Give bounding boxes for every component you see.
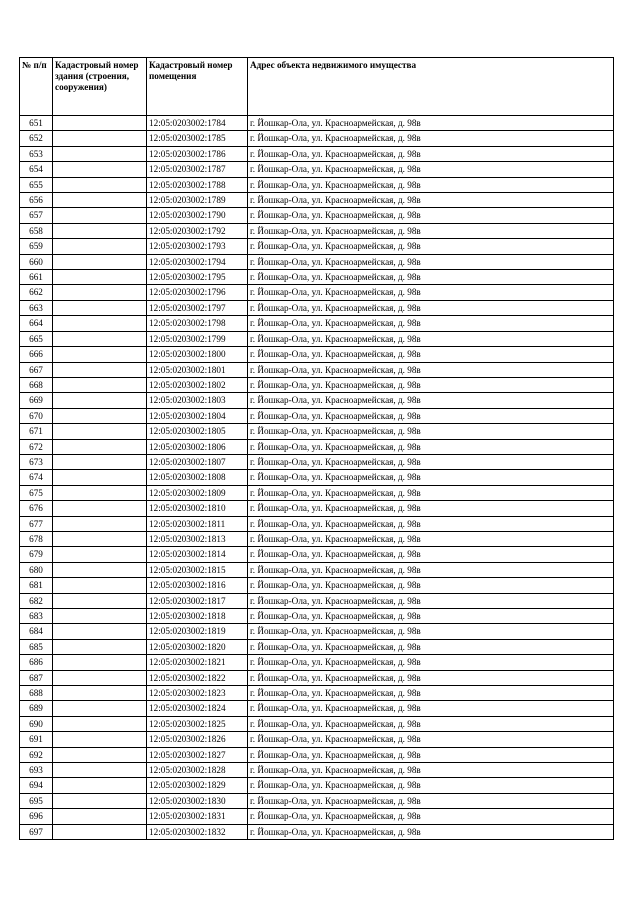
building-cadastral-cell	[53, 578, 147, 593]
address-cell: г. Йошкар-Ола, ул. Красноармейская, д. 98в	[248, 531, 614, 546]
row-number-cell: 665	[20, 331, 53, 346]
table-row	[20, 285, 614, 300]
address-cell: г. Йошкар-Ола, ул. Красноармейская, д. 98в	[248, 793, 614, 808]
premises-cadastral-cell: 12:05:0203002:1784	[147, 116, 248, 131]
building-cadastral-cell	[53, 485, 147, 500]
building-cadastral-cell	[53, 639, 147, 654]
address-cell: г. Йошкар-Ола, ул. Красноармейская, д. 98в	[248, 300, 614, 315]
building-cadastral-cell	[53, 300, 147, 315]
address-cell: г. Йошкар-Ола, ул. Красноармейская, д. 98в	[248, 470, 614, 485]
building-cadastral-cell	[53, 547, 147, 562]
building-cadastral-cell	[53, 254, 147, 269]
address-cell: г. Йошкар-Ола, ул. Красноармейская, д. 98в	[248, 809, 614, 824]
address-cell: г. Йошкар-Ола, ул. Красноармейская, д. 98в	[248, 501, 614, 516]
table-row	[20, 116, 614, 131]
building-cadastral-cell	[53, 162, 147, 177]
table-row	[20, 393, 614, 408]
row-number-cell: 651	[20, 116, 53, 131]
building-cadastral-cell	[53, 809, 147, 824]
table-row	[20, 609, 614, 624]
row-number-cell: 691	[20, 732, 53, 747]
building-cadastral-cell	[53, 377, 147, 392]
table-row	[20, 300, 614, 315]
table-row	[20, 362, 614, 377]
row-number-cell: 676	[20, 501, 53, 516]
premises-cadastral-cell: 12:05:0203002:1801	[147, 362, 248, 377]
table-row	[20, 516, 614, 531]
address-cell: г. Йошкар-Ола, ул. Красноармейская, д. 98в	[248, 639, 614, 654]
table-row	[20, 162, 614, 177]
building-cadastral-cell	[53, 470, 147, 485]
building-cadastral-cell	[53, 223, 147, 238]
premises-cadastral-cell: 12:05:0203002:1802	[147, 377, 248, 392]
address-cell: г. Йошкар-Ола, ул. Красноармейская, д. 98в	[248, 316, 614, 331]
address-cell: г. Йошкар-Ола, ул. Красноармейская, д. 98в	[248, 439, 614, 454]
address-cell: г. Йошкар-Ола, ул. Красноармейская, д. 98в	[248, 701, 614, 716]
row-number-cell: 693	[20, 763, 53, 778]
row-number-cell: 695	[20, 793, 53, 808]
row-number-cell: 670	[20, 408, 53, 423]
address-cell: г. Йошкар-Ола, ул. Красноармейская, д. 98в	[248, 208, 614, 223]
premises-cadastral-cell: 12:05:0203002:1789	[147, 193, 248, 208]
row-number-cell: 672	[20, 439, 53, 454]
address-cell: г. Йошкар-Ола, ул. Красноармейская, д. 98в	[248, 624, 614, 639]
table-row	[20, 824, 614, 839]
building-cadastral-cell	[53, 655, 147, 670]
premises-cadastral-cell: 12:05:0203002:1806	[147, 439, 248, 454]
premises-cadastral-cell: 12:05:0203002:1831	[147, 809, 248, 824]
row-number-cell: 659	[20, 239, 53, 254]
premises-cadastral-cell: 12:05:0203002:1817	[147, 593, 248, 608]
header-premises-cadastral-number: Кадастровый номер помещения	[147, 58, 248, 116]
row-number-cell: 667	[20, 362, 53, 377]
table-row	[20, 193, 614, 208]
table-row	[20, 778, 614, 793]
row-number-cell: 666	[20, 347, 53, 362]
premises-cadastral-cell: 12:05:0203002:1800	[147, 347, 248, 362]
premises-cadastral-cell: 12:05:0203002:1830	[147, 793, 248, 808]
row-number-cell: 684	[20, 624, 53, 639]
premises-cadastral-cell: 12:05:0203002:1798	[147, 316, 248, 331]
building-cadastral-cell	[53, 239, 147, 254]
header-address: Адрес объекта недвижимого имущества	[248, 58, 614, 116]
row-number-cell: 697	[20, 824, 53, 839]
row-number-cell: 688	[20, 686, 53, 701]
table-row	[20, 223, 614, 238]
premises-cadastral-cell: 12:05:0203002:1822	[147, 670, 248, 685]
table-row	[20, 485, 614, 500]
building-cadastral-cell	[53, 824, 147, 839]
table-row	[20, 316, 614, 331]
premises-cadastral-cell: 12:05:0203002:1825	[147, 716, 248, 731]
building-cadastral-cell	[53, 732, 147, 747]
table-row	[20, 562, 614, 577]
table-row	[20, 701, 614, 716]
row-number-cell: 653	[20, 146, 53, 161]
premises-cadastral-cell: 12:05:0203002:1811	[147, 516, 248, 531]
table-row	[20, 793, 614, 808]
row-number-cell: 696	[20, 809, 53, 824]
building-cadastral-cell	[53, 285, 147, 300]
header-building-cadastral-number: Кадастровый номер здания (строения, сооружения)	[53, 58, 147, 116]
table-row	[20, 177, 614, 192]
row-number-cell: 675	[20, 485, 53, 500]
building-cadastral-cell	[53, 208, 147, 223]
address-cell: г. Йошкар-Ола, ул. Красноармейская, д. 98в	[248, 778, 614, 793]
premises-cadastral-cell: 12:05:0203002:1826	[147, 732, 248, 747]
building-cadastral-cell	[53, 531, 147, 546]
building-cadastral-cell	[53, 393, 147, 408]
address-cell: г. Йошкар-Ола, ул. Красноармейская, д. 98в	[248, 177, 614, 192]
premises-cadastral-cell: 12:05:0203002:1785	[147, 131, 248, 146]
address-cell: г. Йошкар-Ола, ул. Красноармейская, д. 98в	[248, 686, 614, 701]
table-row	[20, 408, 614, 423]
header-row-number: № п/п	[20, 58, 53, 116]
row-number-cell: 681	[20, 578, 53, 593]
table-row	[20, 716, 614, 731]
table-row	[20, 470, 614, 485]
row-number-cell: 678	[20, 531, 53, 546]
row-number-cell: 692	[20, 747, 53, 762]
address-cell: г. Йошкар-Ола, ул. Красноармейская, д. 98в	[248, 516, 614, 531]
premises-cadastral-cell: 12:05:0203002:1804	[147, 408, 248, 423]
row-number-cell: 679	[20, 547, 53, 562]
premises-cadastral-cell: 12:05:0203002:1786	[147, 146, 248, 161]
row-number-cell: 662	[20, 285, 53, 300]
table-row	[20, 593, 614, 608]
table-row	[20, 331, 614, 346]
premises-cadastral-cell: 12:05:0203002:1790	[147, 208, 248, 223]
table-header	[20, 58, 614, 116]
table-row	[20, 531, 614, 546]
premises-cadastral-cell: 12:05:0203002:1805	[147, 424, 248, 439]
premises-cadastral-cell: 12:05:0203002:1821	[147, 655, 248, 670]
address-cell: г. Йошкар-Ола, ул. Красноармейская, д. 98в	[248, 162, 614, 177]
premises-cadastral-cell: 12:05:0203002:1787	[147, 162, 248, 177]
row-number-cell: 680	[20, 562, 53, 577]
address-cell: г. Йошкар-Ола, ул. Красноармейская, д. 98в	[248, 223, 614, 238]
premises-cadastral-cell: 12:05:0203002:1809	[147, 485, 248, 500]
table-body	[20, 116, 614, 840]
table-row	[20, 686, 614, 701]
premises-cadastral-cell: 12:05:0203002:1794	[147, 254, 248, 269]
premises-cadastral-cell: 12:05:0203002:1799	[147, 331, 248, 346]
table-row	[20, 208, 614, 223]
table-row	[20, 501, 614, 516]
row-number-cell: 655	[20, 177, 53, 192]
address-cell: г. Йошкар-Ола, ул. Красноармейская, д. 98в	[248, 254, 614, 269]
address-cell: г. Йошкар-Ола, ул. Красноармейская, д. 98в	[248, 593, 614, 608]
address-cell: г. Йошкар-Ола, ул. Красноармейская, д. 98в	[248, 454, 614, 469]
building-cadastral-cell	[53, 454, 147, 469]
row-number-cell: 663	[20, 300, 53, 315]
premises-cadastral-cell: 12:05:0203002:1829	[147, 778, 248, 793]
table-row	[20, 146, 614, 161]
row-number-cell: 657	[20, 208, 53, 223]
table-row	[20, 639, 614, 654]
building-cadastral-cell	[53, 516, 147, 531]
table-row	[20, 377, 614, 392]
address-cell: г. Йошкар-Ола, ул. Красноармейская, д. 98в	[248, 347, 614, 362]
address-cell: г. Йошкар-Ола, ул. Красноармейская, д. 98в	[248, 393, 614, 408]
premises-cadastral-cell: 12:05:0203002:1827	[147, 747, 248, 762]
row-number-cell: 660	[20, 254, 53, 269]
building-cadastral-cell	[53, 408, 147, 423]
building-cadastral-cell	[53, 670, 147, 685]
premises-cadastral-cell: 12:05:0203002:1793	[147, 239, 248, 254]
table-row	[20, 732, 614, 747]
building-cadastral-cell	[53, 593, 147, 608]
address-cell: г. Йошкар-Ола, ул. Красноармейская, д. 98в	[248, 655, 614, 670]
building-cadastral-cell	[53, 686, 147, 701]
address-cell: г. Йошкар-Ола, ул. Красноармейская, д. 98в	[248, 408, 614, 423]
table-row	[20, 239, 614, 254]
row-number-cell: 683	[20, 609, 53, 624]
address-cell: г. Йошкар-Ола, ул. Красноармейская, д. 98в	[248, 716, 614, 731]
table-row	[20, 547, 614, 562]
row-number-cell: 656	[20, 193, 53, 208]
premises-cadastral-cell: 12:05:0203002:1797	[147, 300, 248, 315]
address-cell: г. Йошкар-Ола, ул. Красноармейская, д. 98в	[248, 824, 614, 839]
address-cell: г. Йошкар-Ола, ул. Красноармейская, д. 98в	[248, 609, 614, 624]
building-cadastral-cell	[53, 793, 147, 808]
row-number-cell: 686	[20, 655, 53, 670]
premises-cadastral-cell: 12:05:0203002:1818	[147, 609, 248, 624]
building-cadastral-cell	[53, 624, 147, 639]
premises-cadastral-cell: 12:05:0203002:1814	[147, 547, 248, 562]
header-row	[20, 58, 614, 116]
table-row	[20, 131, 614, 146]
premises-cadastral-cell: 12:05:0203002:1832	[147, 824, 248, 839]
building-cadastral-cell	[53, 347, 147, 362]
table-row	[20, 347, 614, 362]
building-cadastral-cell	[53, 763, 147, 778]
cadastral-table	[19, 57, 614, 840]
row-number-cell: 687	[20, 670, 53, 685]
address-cell: г. Йошкар-Ола, ул. Красноармейская, д. 98в	[248, 732, 614, 747]
building-cadastral-cell	[53, 270, 147, 285]
address-cell: г. Йошкар-Ола, ул. Красноармейская, д. 98в	[248, 747, 614, 762]
address-cell: г. Йошкар-Ола, ул. Красноармейская, д. 98в	[248, 377, 614, 392]
premises-cadastral-cell: 12:05:0203002:1795	[147, 270, 248, 285]
building-cadastral-cell	[53, 362, 147, 377]
row-number-cell: 654	[20, 162, 53, 177]
building-cadastral-cell	[53, 424, 147, 439]
building-cadastral-cell	[53, 193, 147, 208]
row-number-cell: 674	[20, 470, 53, 485]
premises-cadastral-cell: 12:05:0203002:1824	[147, 701, 248, 716]
address-cell: г. Йошкар-Ола, ул. Красноармейская, д. 98в	[248, 193, 614, 208]
table-row	[20, 809, 614, 824]
premises-cadastral-cell: 12:05:0203002:1815	[147, 562, 248, 577]
premises-cadastral-cell: 12:05:0203002:1820	[147, 639, 248, 654]
address-cell: г. Йошкар-Ола, ул. Красноармейская, д. 98в	[248, 670, 614, 685]
building-cadastral-cell	[53, 747, 147, 762]
table-row	[20, 624, 614, 639]
address-cell: г. Йошкар-Ола, ул. Красноармейская, д. 98в	[248, 285, 614, 300]
address-cell: г. Йошкар-Ола, ул. Красноармейская, д. 98в	[248, 331, 614, 346]
building-cadastral-cell	[53, 116, 147, 131]
premises-cadastral-cell: 12:05:0203002:1807	[147, 454, 248, 469]
row-number-cell: 661	[20, 270, 53, 285]
row-number-cell: 664	[20, 316, 53, 331]
building-cadastral-cell	[53, 562, 147, 577]
building-cadastral-cell	[53, 716, 147, 731]
table-row	[20, 270, 614, 285]
row-number-cell: 690	[20, 716, 53, 731]
table-row	[20, 747, 614, 762]
table-row	[20, 763, 614, 778]
building-cadastral-cell	[53, 701, 147, 716]
premises-cadastral-cell: 12:05:0203002:1810	[147, 501, 248, 516]
premises-cadastral-cell: 12:05:0203002:1823	[147, 686, 248, 701]
premises-cadastral-cell: 12:05:0203002:1792	[147, 223, 248, 238]
building-cadastral-cell	[53, 146, 147, 161]
address-cell: г. Йошкар-Ола, ул. Красноармейская, д. 98в	[248, 131, 614, 146]
table-row	[20, 424, 614, 439]
address-cell: г. Йошкар-Ола, ул. Красноармейская, д. 98в	[248, 239, 614, 254]
building-cadastral-cell	[53, 439, 147, 454]
table-row	[20, 578, 614, 593]
address-cell: г. Йошкар-Ола, ул. Красноармейская, д. 98в	[248, 547, 614, 562]
building-cadastral-cell	[53, 501, 147, 516]
address-cell: г. Йошкар-Ола, ул. Красноармейская, д. 98в	[248, 485, 614, 500]
row-number-cell: 677	[20, 516, 53, 531]
row-number-cell: 694	[20, 778, 53, 793]
table-row	[20, 439, 614, 454]
premises-cadastral-cell: 12:05:0203002:1803	[147, 393, 248, 408]
address-cell: г. Йошкар-Ола, ул. Красноармейская, д. 98в	[248, 116, 614, 131]
address-cell: г. Йошкар-Ола, ул. Красноармейская, д. 98в	[248, 763, 614, 778]
table-row	[20, 454, 614, 469]
premises-cadastral-cell: 12:05:0203002:1813	[147, 531, 248, 546]
row-number-cell: 658	[20, 223, 53, 238]
table-row	[20, 655, 614, 670]
address-cell: г. Йошкар-Ола, ул. Красноармейская, д. 98в	[248, 270, 614, 285]
table-row	[20, 670, 614, 685]
building-cadastral-cell	[53, 331, 147, 346]
premises-cadastral-cell: 12:05:0203002:1819	[147, 624, 248, 639]
building-cadastral-cell	[53, 177, 147, 192]
address-cell: г. Йошкар-Ола, ул. Красноармейская, д. 98в	[248, 362, 614, 377]
premises-cadastral-cell: 12:05:0203002:1816	[147, 578, 248, 593]
building-cadastral-cell	[53, 778, 147, 793]
row-number-cell: 682	[20, 593, 53, 608]
row-number-cell: 668	[20, 377, 53, 392]
row-number-cell: 673	[20, 454, 53, 469]
premises-cadastral-cell: 12:05:0203002:1796	[147, 285, 248, 300]
row-number-cell: 689	[20, 701, 53, 716]
row-number-cell: 671	[20, 424, 53, 439]
address-cell: г. Йошкар-Ола, ул. Красноармейская, д. 98в	[248, 146, 614, 161]
row-number-cell: 669	[20, 393, 53, 408]
building-cadastral-cell	[53, 131, 147, 146]
building-cadastral-cell	[53, 609, 147, 624]
address-cell: г. Йошкар-Ола, ул. Красноармейская, д. 98в	[248, 424, 614, 439]
row-number-cell: 652	[20, 131, 53, 146]
premises-cadastral-cell: 12:05:0203002:1828	[147, 763, 248, 778]
building-cadastral-cell	[53, 316, 147, 331]
table-row	[20, 254, 614, 269]
row-number-cell: 685	[20, 639, 53, 654]
premises-cadastral-cell: 12:05:0203002:1808	[147, 470, 248, 485]
address-cell: г. Йошкар-Ола, ул. Красноармейская, д. 98в	[248, 562, 614, 577]
premises-cadastral-cell: 12:05:0203002:1788	[147, 177, 248, 192]
address-cell: г. Йошкар-Ола, ул. Красноармейская, д. 98в	[248, 578, 614, 593]
